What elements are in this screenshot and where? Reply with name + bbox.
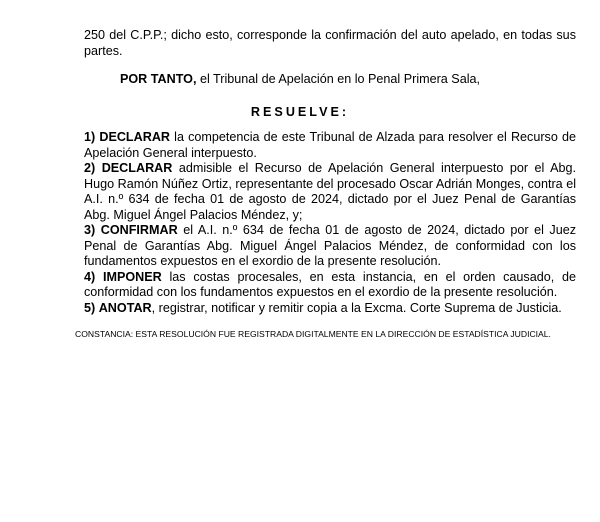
resolution-item — [84, 301, 576, 317]
item-number: 5) — [84, 300, 96, 315]
resolution-item — [84, 161, 576, 223]
por-tanto-line — [0, 72, 600, 88]
resolution-item — [84, 130, 576, 161]
resuelve-heading: RESUELVE: — [250, 105, 350, 119]
resolution-items — [84, 130, 576, 316]
item-number: 3) — [84, 223, 96, 237]
item-text: , registrar, notificar y remitir copia a la Excma. Corte Suprema de Justicia. — [151, 300, 562, 315]
item-verb: CONFIRMAR — [100, 223, 178, 237]
item-text: las costas procesales, en esta instancia, en el orden causado, de conformidad con los fundamentos expuestos en el exordio de la presente resolución. — [84, 269, 576, 299]
item-verb: DECLARAR — [99, 130, 171, 144]
item-verb: DECLARAR — [101, 161, 173, 175]
item-text: el A.I. n.º 634 de fecha 01 de agosto de 2024, dictado por el Juez Penal de Garantías Abg. Miguel Ángel Palacios Méndez, de conformidad con los fundamentos expuestos en el exordio de la presente resolución. — [84, 223, 576, 268]
item-number: 4) — [84, 269, 96, 284]
constancia-note: CONSTANCIA: ESTA RESOLUCIÓN FUE REGISTRADA DIGITALMENTE EN LA DIRECCIÓN DE ESTADÍSTICA JUDICIAL. — [75, 329, 551, 339]
item-number: 1) — [84, 130, 96, 144]
item-text: admisible el Recurso de Apelación General interpuesto por el Abg. Hugo Ramón Núñez Ortiz, representante del procesado Oscar Adrián Monges, contra el A.I. n.º 634 de fecha 01 de agosto de 2024, dictado por el Juez Penal de Garantías Abg. Miguel Ángel Palacios Méndez, y; — [84, 161, 576, 222]
item-verb: ANOTAR — [98, 300, 152, 315]
item-text: la competencia de este Tribunal de Alzada para resolver el Recurso de Apelación General interpuesto. — [84, 130, 576, 160]
item-number: 2) — [84, 161, 96, 175]
item-verb: IMPONER — [102, 269, 162, 284]
paragraph-confirmation: 250 del C.P.P.; dicho esto, corresponde la confirmación del auto apelado, en todas sus partes. — [84, 28, 576, 58]
por-tanto-lead: POR TANTO, — [119, 72, 197, 86]
por-tanto-rest: el Tribunal de Apelación en lo Penal Primera Sala, — [196, 72, 481, 86]
resolution-item — [84, 223, 576, 270]
resolution-item — [84, 270, 576, 301]
